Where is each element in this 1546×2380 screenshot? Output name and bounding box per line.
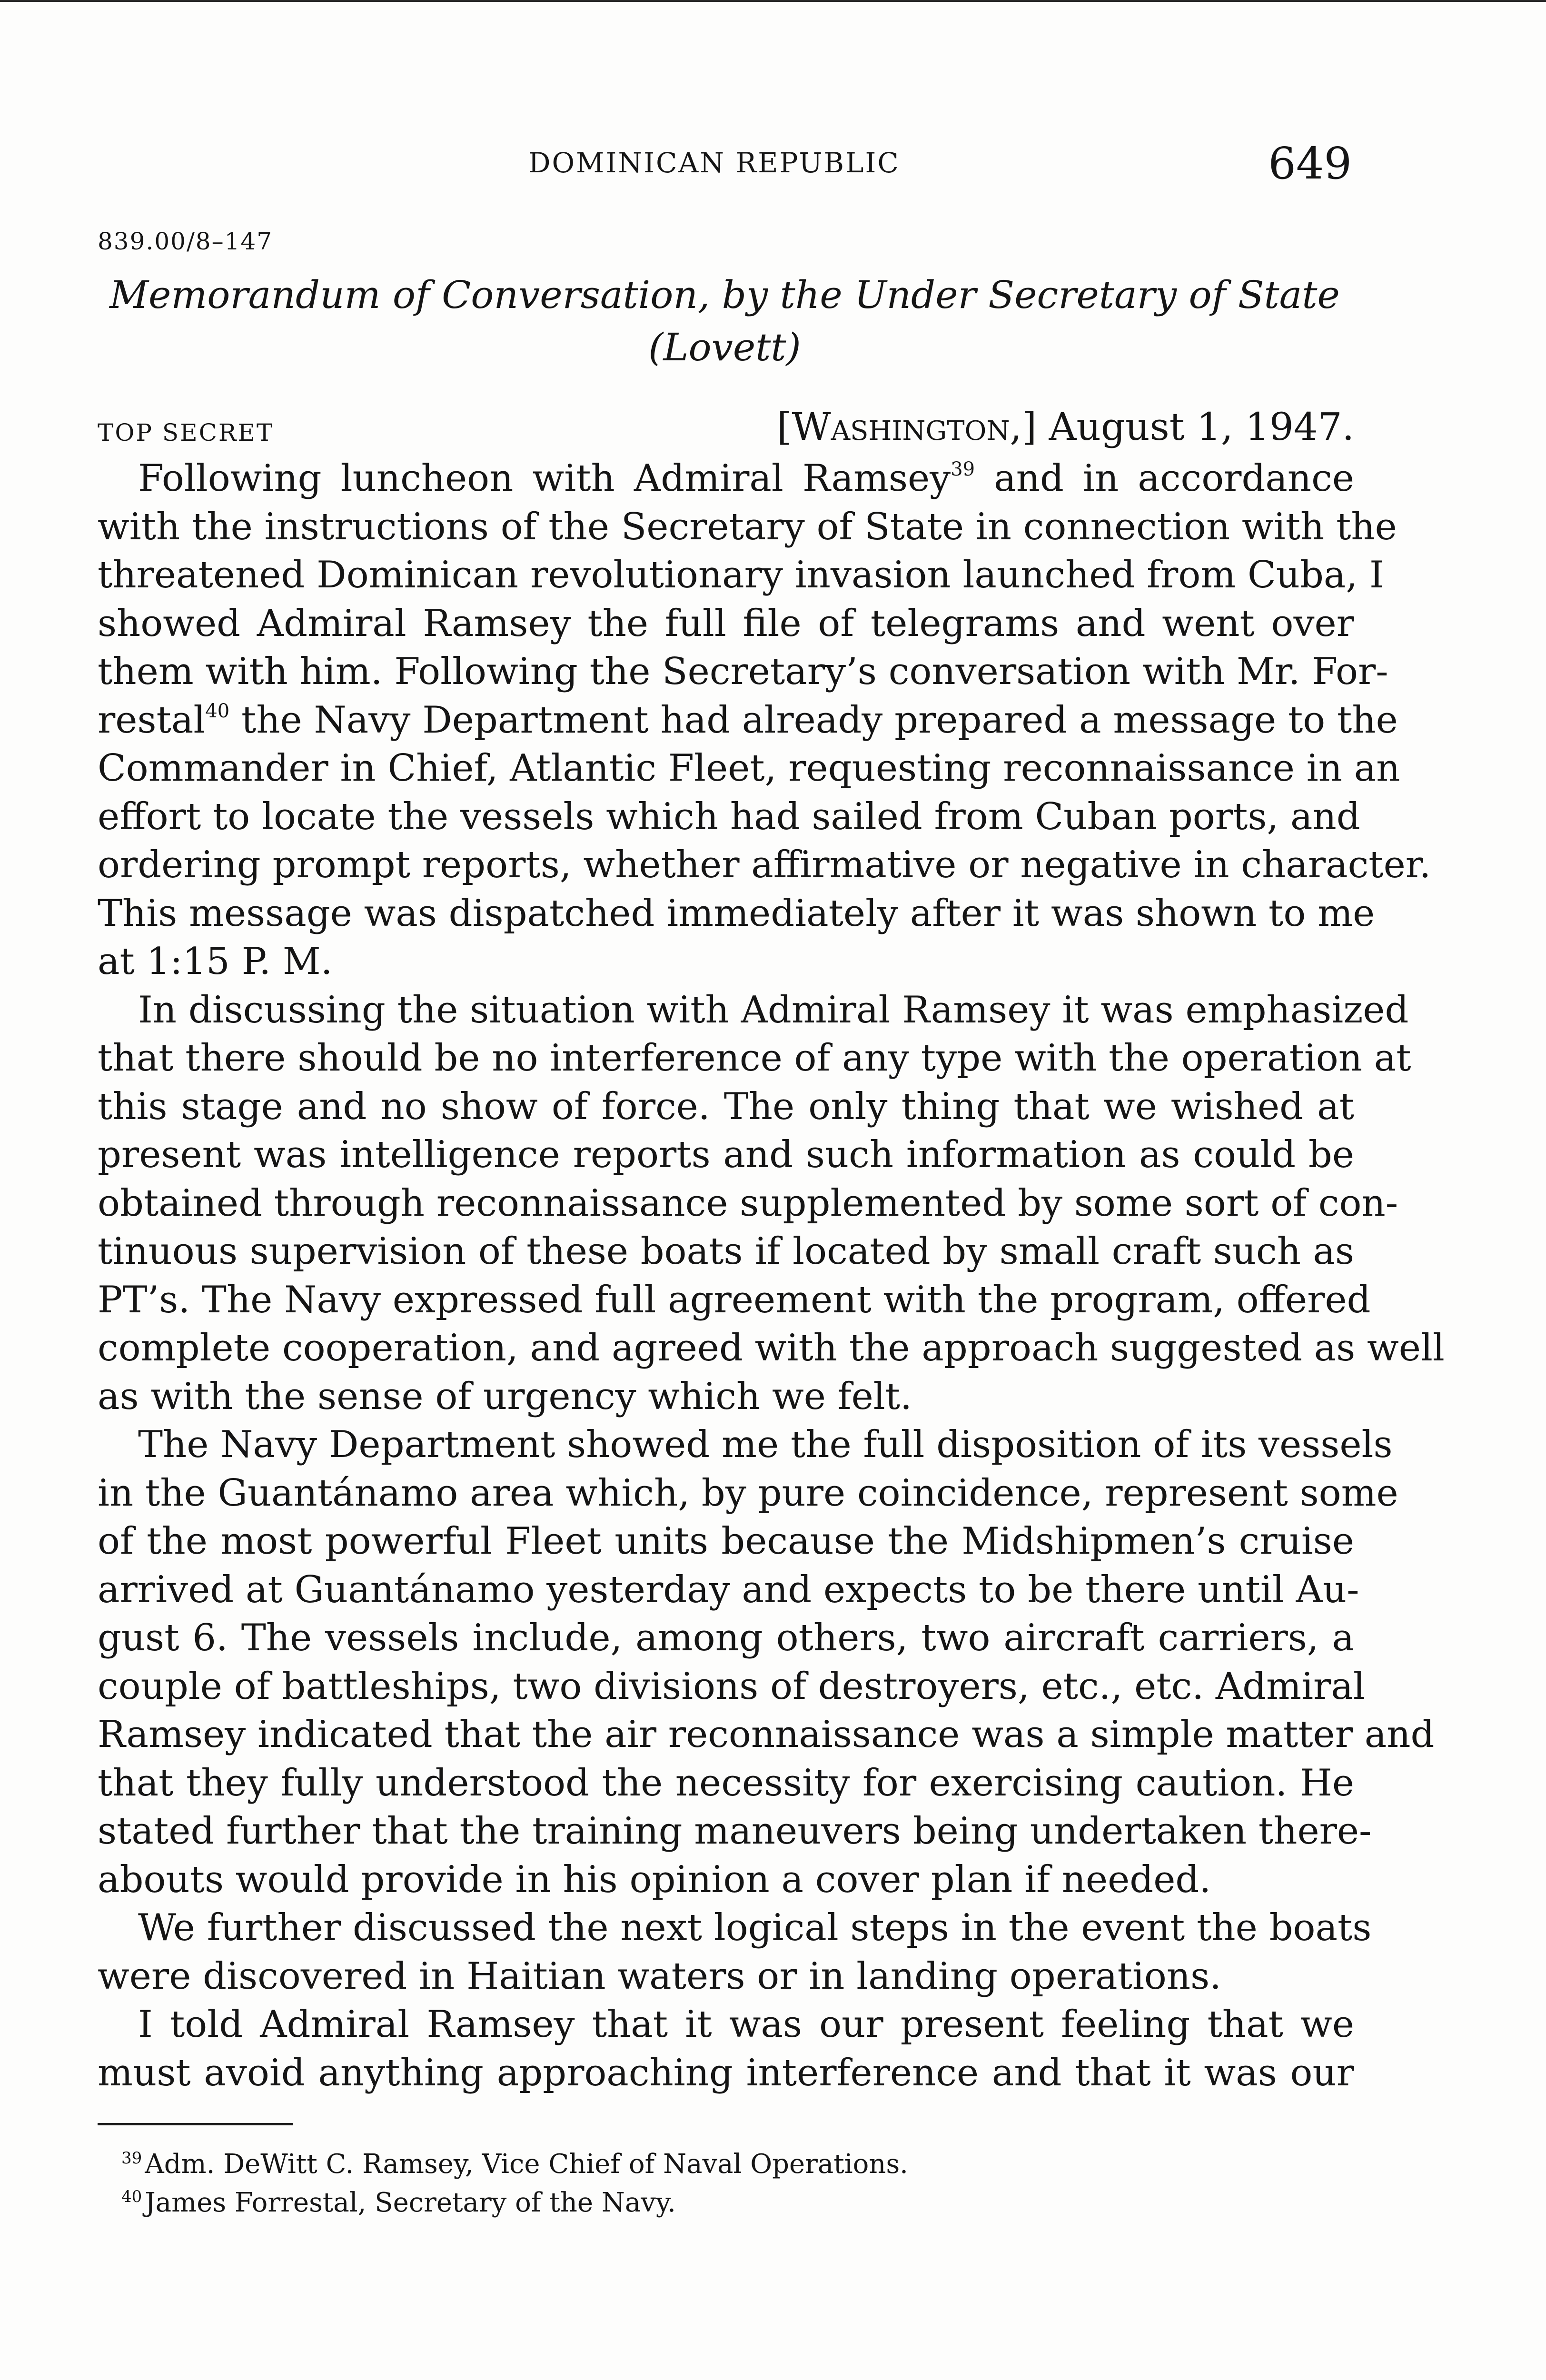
dateline [98,405,1354,452]
footnote-number: 39 [121,2149,142,2168]
body-text [98,455,1445,2097]
title-line-2: (Lovett) [648,325,801,369]
body-line-text: and in accordance [975,457,1354,500]
footnotes [98,2142,1354,2219]
body-line [98,455,1354,503]
body-line: with the instructions of the Secretary of State in connection with the [98,505,1397,548]
body-line: in the Guantánamo area which, by pure coincidence, represent some [98,1471,1398,1515]
body-line: stated further that the training maneuvers being undertaken there- [98,1810,1372,1853]
body-line: effort to locate the vessels which had sailed from Cuban ports, and [98,795,1360,838]
body-line: threatened Dominican revolutionary invasion launched from Cuba, I [98,554,1384,596]
body-line: them with him. Following the Secretary’s conversation with Mr. For- [98,650,1388,693]
body-line-text: the Navy Department had already prepared a message to the [229,698,1398,742]
title-line-1: Memorandum of Conversation, by the Under Secretary of State [109,273,1340,317]
body-line: Commander in Chief, Atlantic Fleet, requesting reconnaissance in an [98,747,1400,790]
body-line [98,696,1398,745]
body-line: In discussing the situation with Admiral Ramsey it was emphasized [138,988,1409,1031]
running-head [95,138,1352,189]
document-title [95,269,1354,374]
body-line: This message was dispatched immediately after it was shown to me [98,892,1375,935]
body-line: abouts would provide in his opinion a cover plan if needed. [98,1858,1211,1901]
running-title: DOMINICAN REPUBLIC [528,147,900,179]
body-line: PT’s. The Navy expressed full agreement with the program, offered [98,1278,1371,1321]
footnote-reference: 40 [205,700,230,722]
file-number: 839.00/8–147 [98,228,273,255]
body-line-text: restal [98,698,206,742]
footnote-reference: 39 [951,458,975,480]
footnote [98,2181,1354,2219]
body-line: as with the sense of urgency which we felt. [98,1375,912,1418]
body-line: this stage and no show of force. The only thing that we wished at [98,1085,1354,1128]
body-line: The Navy Department showed me the full disposition of its vessels [138,1423,1393,1466]
classification-label: TOP SECRET [98,419,274,446]
body-line: I told Admiral Ramsey that it was our present feeling that we [138,2003,1354,2046]
footnote [98,2142,1354,2181]
body-line: at 1:15 P. M. [98,940,333,983]
date: August 1, 1947. [1049,405,1354,449]
body-line: that there should be no interference of any type with the operation at [98,1037,1411,1080]
body-line: tinuous supervision of these boats if located by small craft such as [98,1230,1354,1273]
body-line: that they fully understood the necessity for exercising caution. He [98,1761,1354,1805]
body-line: arrived at Guantánamo yesterday and expects to be there until Au- [98,1568,1359,1611]
body-line: We further discussed the next logical steps in the event the boats [138,1906,1372,1949]
body-line: complete cooperation, and agreed with the approach suggested as well [98,1327,1445,1369]
scan-edge [0,0,1546,2]
footnote-rule [98,2123,293,2125]
body-line: must avoid anything approaching interference and that it was our [98,2051,1354,2094]
page-number: 649 [1268,138,1352,189]
body-line: showed Admiral Ramsey the full file of telegrams and went over [98,602,1354,645]
body-line: present was intelligence reports and such information as could be [98,1133,1354,1176]
body-line: were discovered in Haitian waters or in landing operations. [98,1954,1221,1998]
footnote-text: James Forrestal, Secretary of the Navy. [145,2187,676,2218]
footnote-number: 40 [121,2187,142,2206]
body-line: obtained through reconnaissance supplemented by some sort of con- [98,1181,1398,1225]
place-date [777,405,1354,449]
body-line: of the most powerful Fleet units because the Midshipmen’s cruise [98,1520,1354,1563]
body-line-text: Following luncheon with Admiral Ramsey [138,457,951,500]
place: [Washington,] [777,405,1037,449]
body-line: ordering prompt reports, whether affirmative or negative in character. [98,843,1431,886]
body-line: Ramsey indicated that the air reconnaissance was a simple matter and [98,1713,1435,1756]
footnote-text: Adm. DeWitt C. Ramsey, Vice Chief of Naval Operations. [145,2149,908,2180]
body-line: gust 6. The vessels include, among others, two aircraft carriers, a [98,1616,1354,1659]
body-line: couple of battleships, two divisions of destroyers, etc., etc. Admiral [98,1665,1365,1708]
